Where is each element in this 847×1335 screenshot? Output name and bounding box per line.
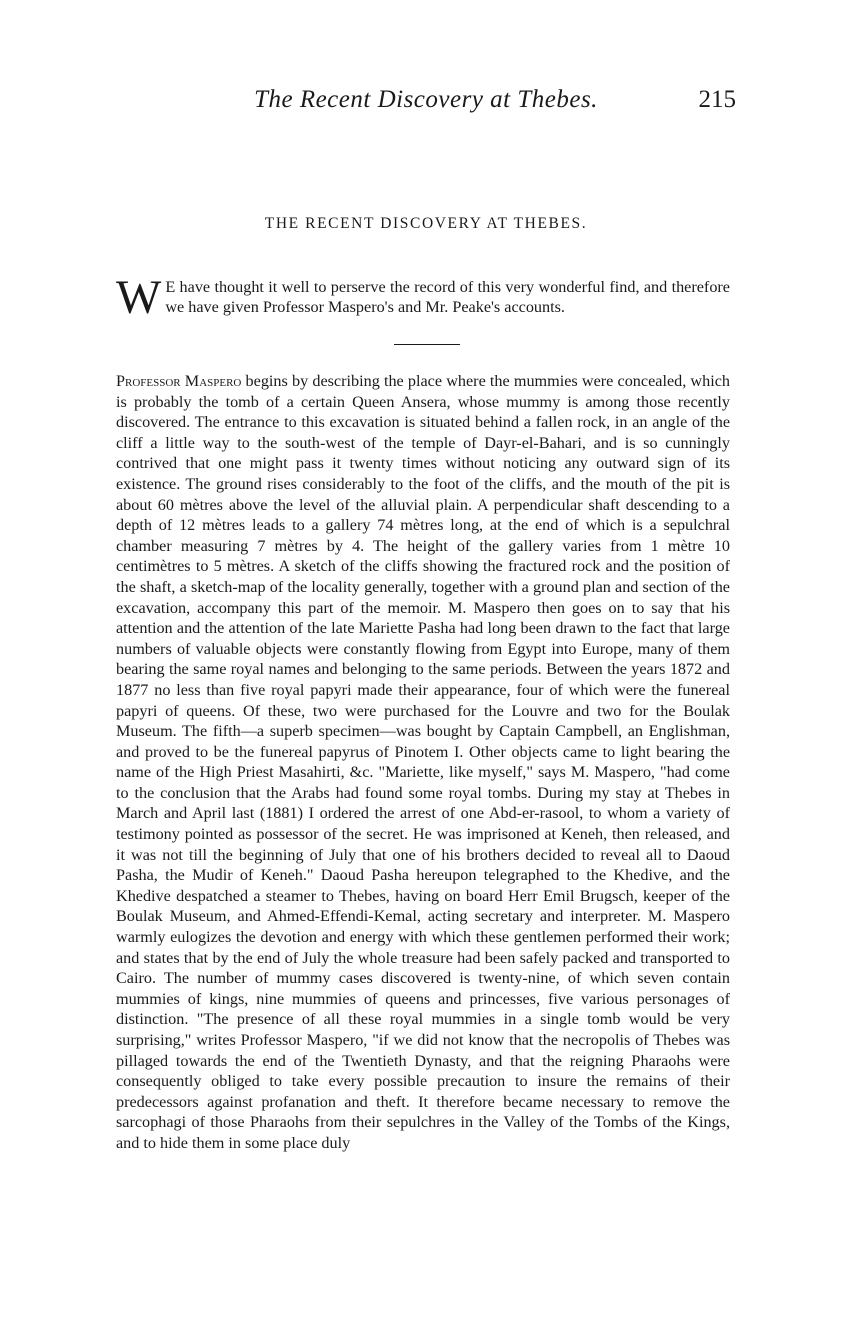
- page-number: 215: [698, 86, 736, 113]
- body-text: [116, 371, 730, 1154]
- article-title: THE RECENT DISCOVERY AT THEBES.: [264, 215, 588, 232]
- intro-paragraph: [116, 271, 730, 324]
- lead-in: Professor Maspero: [116, 372, 242, 390]
- running-head: [116, 86, 736, 116]
- drop-cap: W: [116, 271, 162, 324]
- intro-text: E have thought it well to perserve the record of this very wonderful find, and therefore we have given Professor Maspero's and Mr. Peake's accounts.: [165, 278, 730, 316]
- section-rule: [394, 344, 460, 345]
- body-paragraph: [116, 371, 730, 1154]
- running-title: The Recent Discovery at Thebes.: [254, 86, 598, 113]
- body-paragraph-text: begins by describing the place where the mummies were concealed, which is probably the tomb of a certain Queen Ansera, whose mummy is among those recently discovered. The entrance to this excavation is situated behind a fallen rock, in an angle of the cliff a little way to the south-west of the temple of Dayr-el-Bahari, and is so cunningly contrived that one might pass it twenty times without noticing any outward sign of its existence. The ground rises considerably to the foot of the cliffs, and the mouth of the pit is about 60 mètres above the level of the alluvial plain. A perpendicular shaft descending to a depth of 12 mètres leads to a gallery 74 mètres long, at the end of which is a sepulchral chamber measuring 7 mètres by 4. The height of the gallery varies from 1 mètre 10 centimètres to 5 mètres. A sketch of the cliffs showing the fractured rock and the position of the shaft, a sketch-map of the locality generally, together with a ground plan and section of the excavation, accompany this part of the memoir. M. Maspero then goes on to say that his attention and the attention of the late Mariette Pasha had long been drawn to the fact that large numbers of valuable objects were constantly flowing from Egypt into Europe, many of them bearing the same royal names and belonging to the same periods. Between the years 1872 and 1877 no less than five royal papyri made their appearance, four of which were the funereal papyri of queens. Of these, two were purchased for the Louvre and two for the Boulak Museum. The fifth—a superb specimen—was bought by Captain Campbell, an Englishman, and proved to be the funereal papyrus of Pinotem I. Other objects came to light bearing the name of the High Priest Masahirti, &c. "Mariette, like myself," says M. Maspero, "had come to the conclusion that the Arabs had found some royal tombs. During my stay at Thebes in March and April last (1881) I ordered the arrest of one Abd-er-rasool, to whom a variety of testimony pointed as possessor of the secret. He was imprisoned at Keneh, then released, and it was not till the beginning of July that one of his brothers decided to reveal all to Daoud Pasha, the Mudir of Keneh." Daoud Pasha hereupon telegraphed to the Khedive, and the Khedive despatched a steamer to Thebes, having on board Herr Emil Brugsch, keeper of the Boulak Museum, and Ahmed-Effendi-Kemal, acting secretary and interpreter. M. Maspero warmly eulogizes the devotion and energy with which these gentlemen performed their work; and states that by the end of July the whole treasure had been safely packed and transported to Cairo. The number of mummy cases discovered is twenty-nine, of which seven contain mummies of kings, nine mummies of queens and princesses, five various personages of distinction. "The presence of all these royal mummies in a single tomb would be very surprising," writes Professor Maspero, "if we did not know that the necropolis of Thebes was pillaged towards the end of the Twentieth Dynasty, and that the reigning Pharaohs were consequently obliged to take every possible precaution to insure the remains of their predecessors against profanation and theft. It therefore became necessary to remove the sarcophagi of those Pharaohs from their sepulchres in the Valley of the Tombs of the Kings, and to hide them in some place duly: [116, 372, 730, 1152]
